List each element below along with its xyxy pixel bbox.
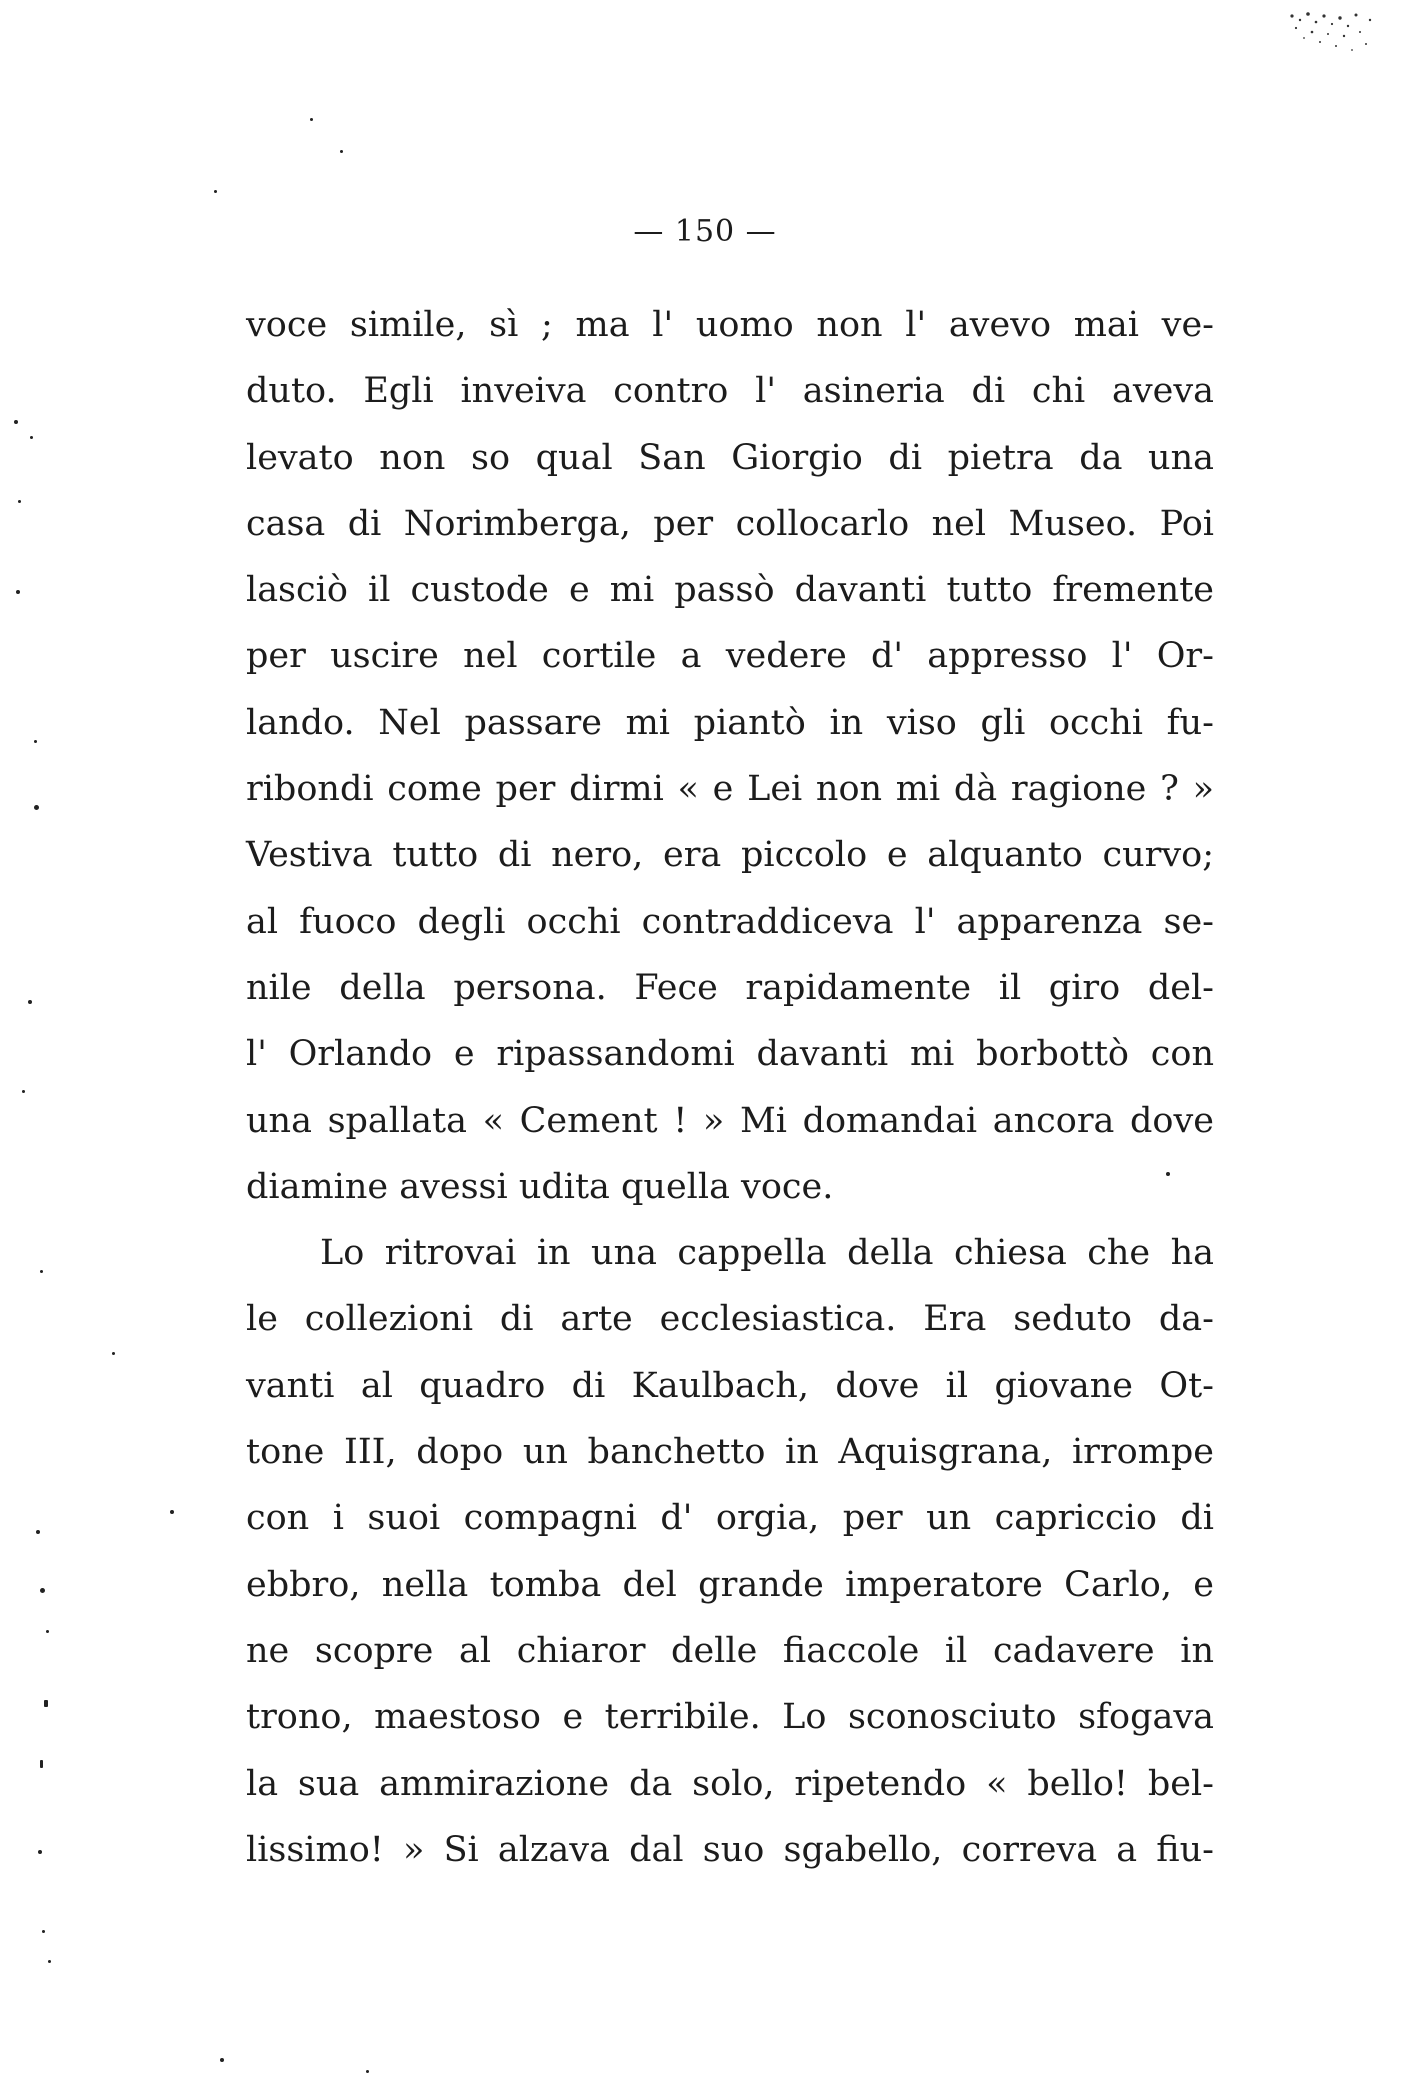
text-line: una spallata « Cement ! » Mi domandai ancora dove	[246, 1100, 1214, 1141]
text-line: Vestiva tutto di nero, era piccolo e alquanto curvo;	[246, 835, 1214, 876]
scan-speck	[36, 1530, 40, 1534]
text-line: al fuoco degli occhi contraddiceva l' apparenza se-	[246, 901, 1214, 942]
scan-speck	[112, 1352, 115, 1355]
scan-stain-mark	[1272, 6, 1382, 76]
text-line: ne scopre al chiaror delle fiaccole il cadavere in	[246, 1630, 1214, 1671]
scan-speck	[40, 1588, 45, 1593]
scan-speck	[40, 1270, 43, 1273]
scan-speck	[310, 118, 313, 121]
text-line: lissimo! » Si alzava dal suo sgabello, correva a fiu-	[246, 1829, 1214, 1870]
text-line: le collezioni di arte ecclesiastica. Era seduto da-	[246, 1299, 1214, 1340]
scan-speck	[40, 1760, 43, 1768]
scan-speck	[22, 1090, 25, 1093]
scan-speck	[214, 190, 217, 193]
scan-speck	[16, 590, 20, 594]
text-line: levato non so qual San Giorgio di pietra da una	[246, 437, 1214, 478]
text-line: ebbro, nella tomba del grande imperatore Carlo, e	[246, 1564, 1214, 1605]
scan-speck	[366, 2070, 369, 2073]
scan-speck	[28, 1000, 32, 1004]
scan-speck	[340, 150, 343, 153]
scan-speck	[46, 1630, 49, 1633]
scan-speck	[170, 1510, 174, 1514]
text-line: con i suoi compagni d' orgia, per un capriccio di	[246, 1498, 1214, 1539]
scan-speck	[1166, 1172, 1170, 1176]
text-line: per uscire nel cortile a vedere d' appresso l' Or-	[246, 636, 1214, 677]
scan-speck	[44, 1700, 48, 1707]
scan-speck	[42, 1930, 45, 1933]
text-line: l' Orlando e ripassandomi davanti mi borbottò con	[246, 1034, 1214, 1075]
text-line: voce simile, sì ; ma l' uomo non l' avevo mai ve-	[246, 305, 1214, 345]
scan-speck	[14, 420, 18, 424]
text-line: diamine avessi udita quella voce.	[246, 1166, 834, 1207]
scan-speck	[220, 2058, 224, 2062]
text-line: lasciò il custode e mi passò davanti tutto fremente	[246, 570, 1214, 611]
text-line: casa di Norimberga, per collocarlo nel Museo. Poi	[246, 503, 1214, 544]
scan-speck	[30, 436, 33, 439]
text-line: vanti al quadro di Kaulbach, dove il giovane Ot-	[246, 1365, 1214, 1406]
text-line: duto. Egli inveiva contro l' asineria di chi aveva	[246, 371, 1214, 412]
scan-speck	[38, 1850, 42, 1854]
text-line: la sua ammirazione da solo, ripetendo « bello! bel-	[246, 1763, 1214, 1804]
scan-speck	[34, 805, 39, 810]
page-number: — 150 —	[633, 214, 777, 249]
text-line: nile della persona. Fece rapidamente il giro del-	[246, 967, 1214, 1008]
body-text	[246, 292, 1214, 1883]
text-line: Lo ritrovai in una cappella della chiesa che ha	[320, 1233, 1214, 1274]
scan-speck	[18, 500, 21, 503]
text-line: lando. Nel passare mi piantò in viso gli occhi fu-	[246, 702, 1214, 743]
scan-speck	[34, 740, 37, 743]
text-line: trono, maestoso e terribile. Lo sconosciuto sfogava	[246, 1697, 1214, 1738]
text-line: tone III, dopo un banchetto in Aquisgrana, irrompe	[246, 1432, 1214, 1473]
text-line: ribondi come per dirmi « e Lei non mi dà ragione ? »	[246, 769, 1214, 810]
scan-speck	[48, 1960, 51, 1963]
